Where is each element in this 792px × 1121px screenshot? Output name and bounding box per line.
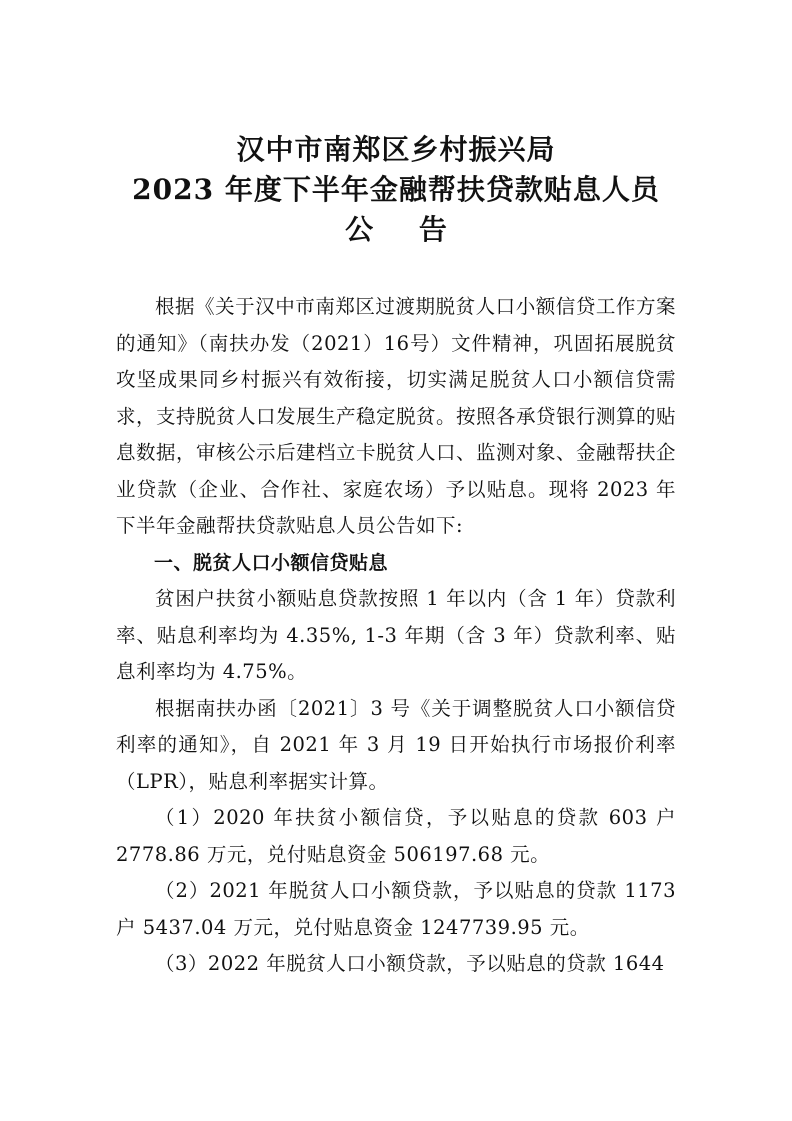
- title-line-agency: 汉中市南郑区乡村振兴局: [236, 133, 556, 166]
- paragraph-item-2020: （1）2020 年扶贫小额信贷，予以贴息的贷款 603 户 2778.86 万元，兑付贴息资金 506197.68 元。: [116, 806, 676, 866]
- paragraph-lpr-notice: 根据南扶办函〔2021〕3 号《关于调整脱贫人口小额信贷利率的通知》，自 2021 年 3 月 19 日开始执行市场报价利率（LPR），贴息利率据实计算。: [116, 696, 676, 793]
- title-line-subject: 2023 年度下半年金融帮扶贷款贴息人员: [132, 173, 660, 206]
- paragraph-item-2022: （3）2022 年脱贫人口小额贷款，予以贴息的贷款 1644: [155, 952, 665, 975]
- paragraph-item-2021: （2）2021 年脱贫人口小额贷款，予以贴息的贷款 1173 户 5437.04 万元，兑付贴息资金 1247739.95 元。: [116, 879, 676, 939]
- section-heading-1: 一、脱贫人口小额信贷贴息: [154, 551, 389, 574]
- paragraph-intro: 根据《关于汉中市南郑区过渡期脱贫人口小额信贷工作方案的通知》（南扶办发（2021）16号）文件精神，巩固拓展脱贫攻坚成果同乡村振兴有效衔接，切实满足脱贫人口小额信贷需求，支持脱贫人口发展生产稳定脱贫。按照各承贷银行测算的贴息数据，审核公示后建档立卡脱贫人口、监测对象、金融帮扶企业贷款（企业、合作社、家庭农场）予以贴息。现将 2023 年下半年金融帮扶贷款贴息人员公告如下:: [116, 295, 677, 537]
- title-line-announcement: 公 告: [345, 213, 465, 246]
- document-body: [116, 289, 676, 983]
- document-title: [0, 130, 792, 250]
- paragraph-interest-rates: 贫困户扶贫小额贴息贷款按照 1 年以内（含 1 年）贷款利率、贴息利率均为 4.35%, 1-3 年期（含 3 年）贷款利率、贴息利率均为 4.75%。: [116, 587, 676, 683]
